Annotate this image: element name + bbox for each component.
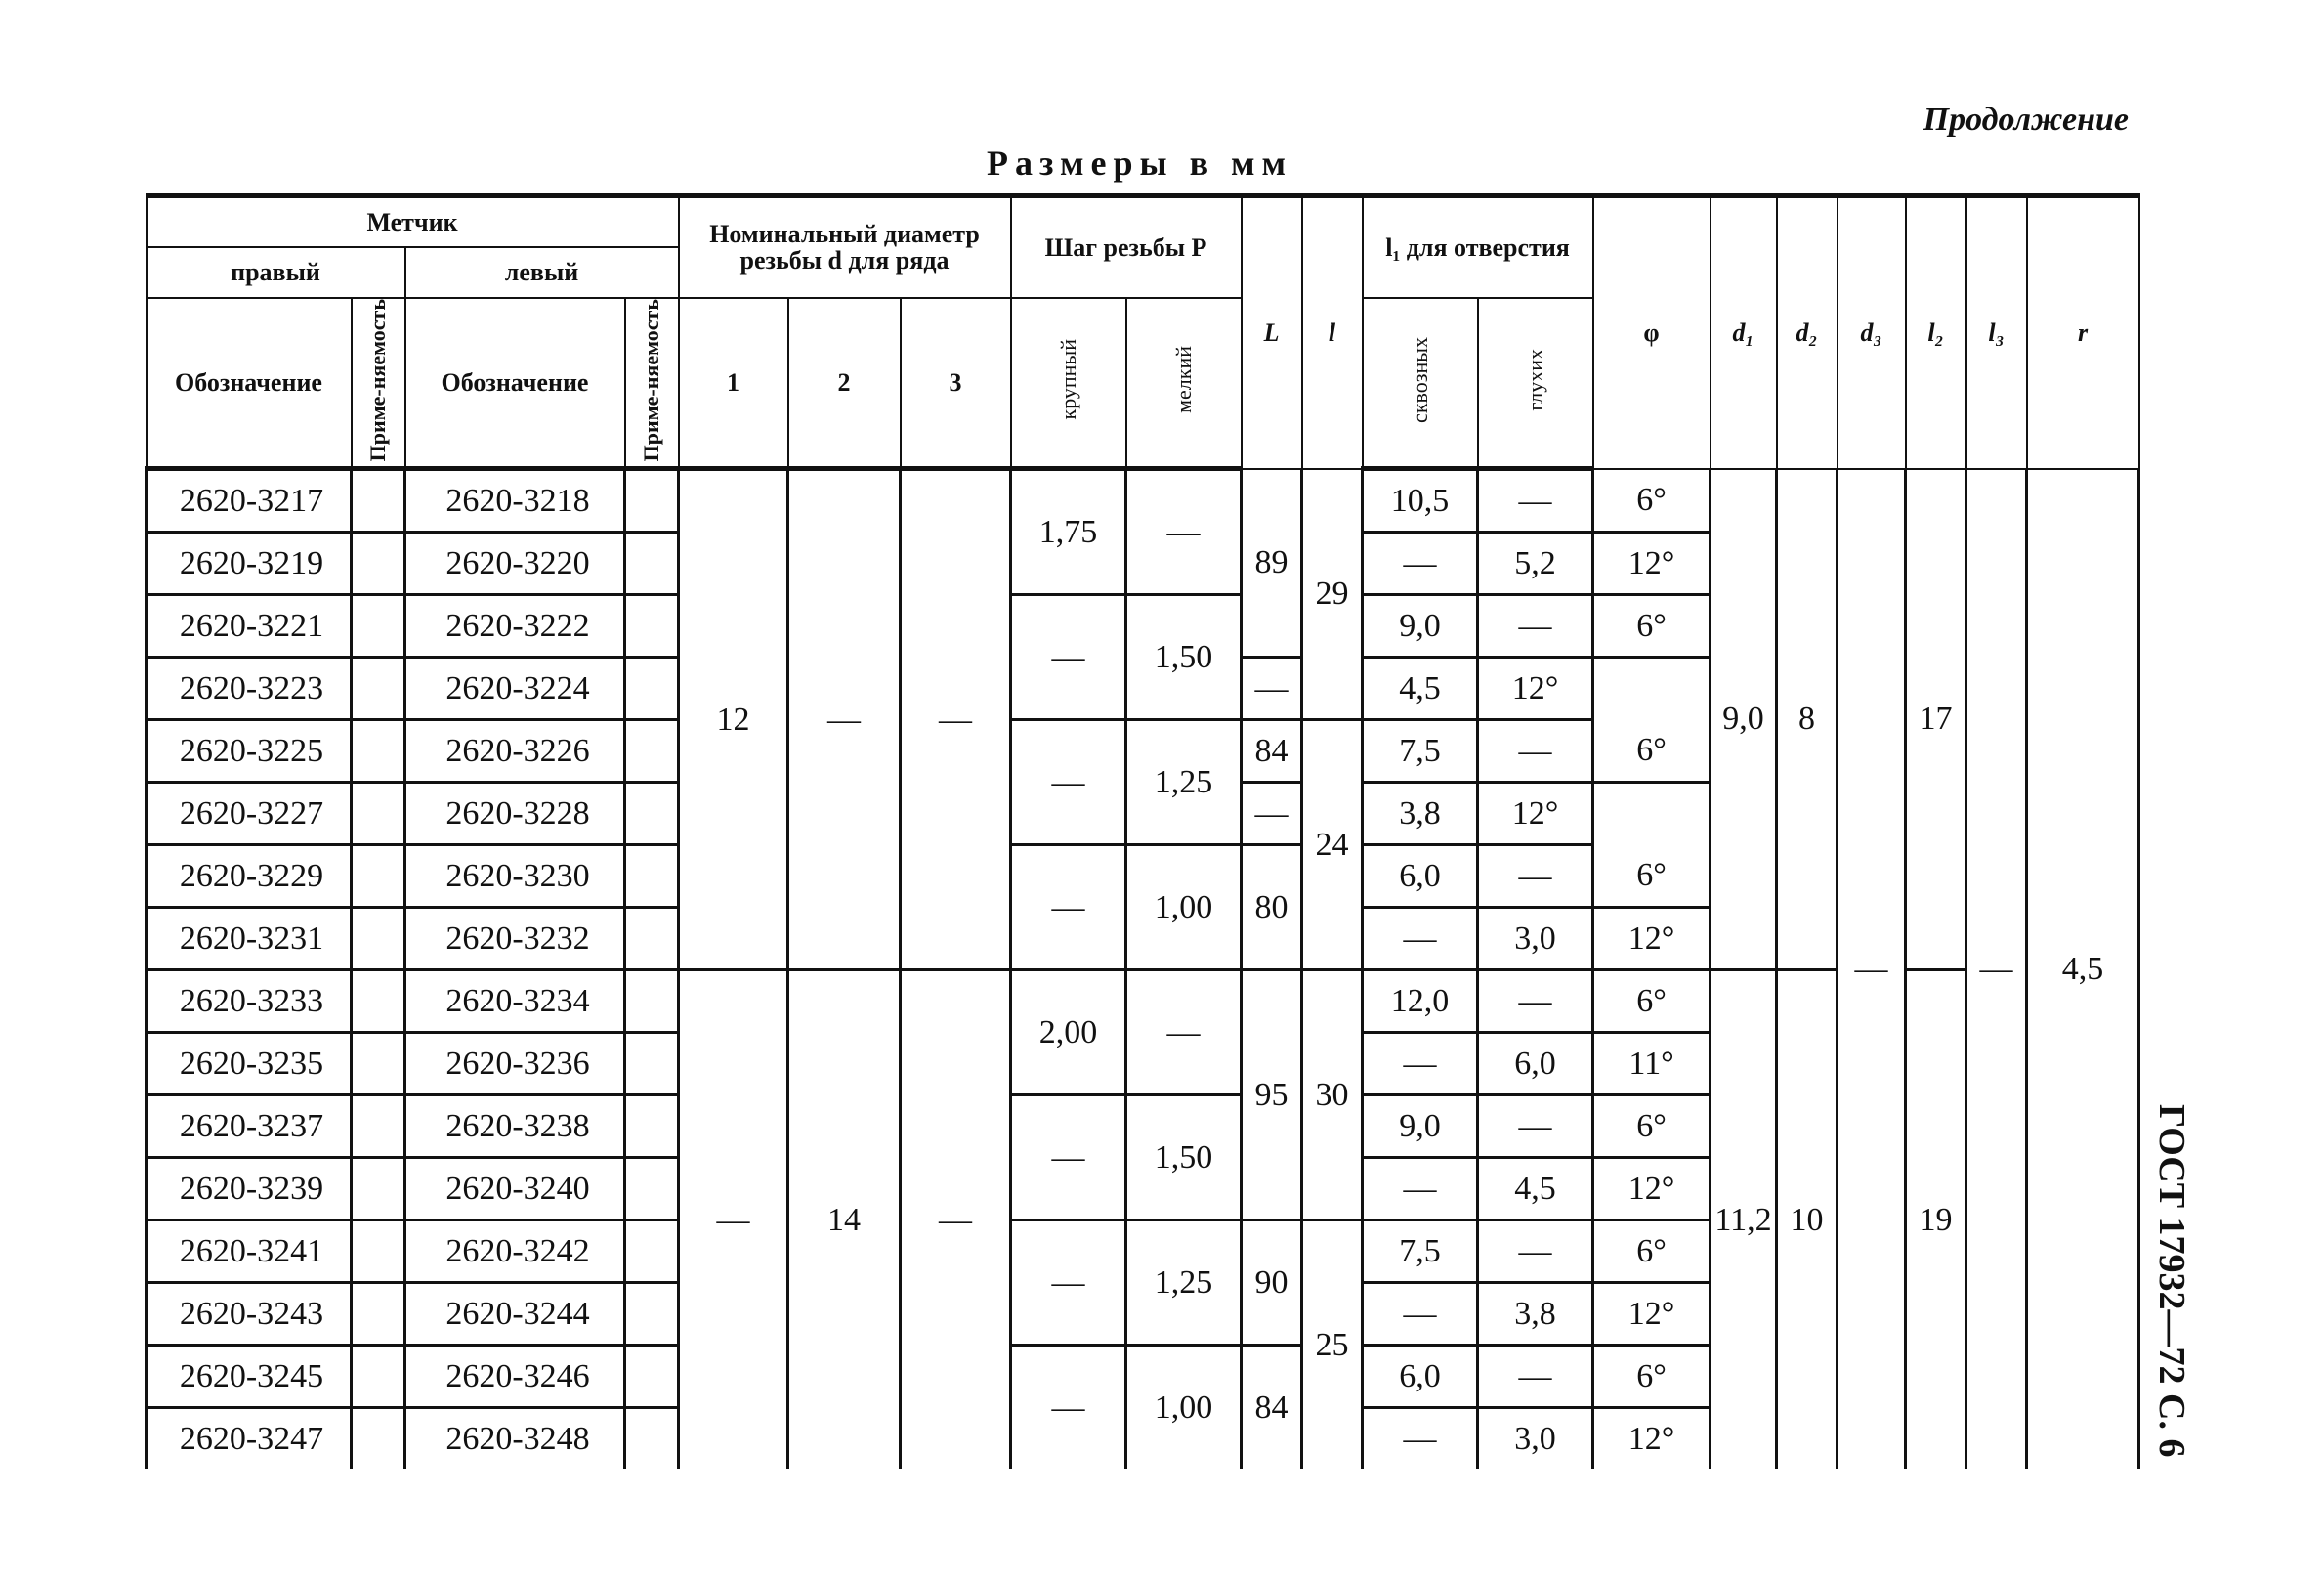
applicability-left: [625, 595, 679, 658]
length-L: 84: [1242, 1346, 1302, 1470]
header-row-3: 3: [901, 298, 1011, 469]
length-L: 84: [1242, 720, 1302, 783]
applicability-left: [625, 970, 679, 1033]
applicability-right: [352, 783, 405, 845]
l1-blind: 3,8: [1478, 1283, 1593, 1346]
l1-through: —: [1363, 1033, 1478, 1095]
header-l2: l₂: [1906, 196, 1966, 469]
diameter-row3: —: [901, 469, 1011, 970]
pitch-fine: 1,50: [1126, 595, 1242, 720]
continuation-label: Продолжение: [1923, 102, 2129, 138]
d1-value: 9,0: [1711, 469, 1777, 970]
designation-right: 2620-3241: [147, 1220, 352, 1283]
applicability-left: [625, 720, 679, 783]
designation-right: 2620-3217: [147, 469, 352, 533]
l1-through: 6,0: [1363, 845, 1478, 908]
l1-blind: —: [1478, 595, 1593, 658]
phi-angle: 12°: [1593, 1408, 1711, 1470]
designation-left: 2620-3242: [405, 1220, 625, 1283]
applicability-left: [625, 845, 679, 908]
l1-blind: —: [1478, 1095, 1593, 1158]
l1-through: 7,5: [1363, 1220, 1478, 1283]
header-d3: d₃: [1838, 196, 1906, 469]
l1-through: —: [1363, 908, 1478, 970]
header-through: сквозных: [1363, 298, 1478, 469]
l1-blind: —: [1478, 1220, 1593, 1283]
pitch-coarse: —: [1011, 1220, 1126, 1346]
header-applicability-left: Приме-няемость: [625, 298, 679, 469]
length-l: 29: [1302, 469, 1363, 720]
header-l: l: [1302, 196, 1363, 469]
d3-value: —: [1838, 469, 1906, 1470]
l1-through: 7,5: [1363, 720, 1478, 783]
header-r: r: [2027, 196, 2139, 469]
designation-left: 2620-3246: [405, 1346, 625, 1408]
designation-right: 2620-3227: [147, 783, 352, 845]
applicability-right: [352, 1158, 405, 1220]
diameter-row3: —: [901, 970, 1011, 1470]
applicability-right: [352, 1033, 405, 1095]
l1-through: 6,0: [1363, 1346, 1478, 1408]
applicability-left: [625, 908, 679, 970]
phi-angle: 12°: [1593, 908, 1711, 970]
d2-value: 10: [1777, 970, 1838, 1470]
pitch-fine: —: [1126, 469, 1242, 595]
applicability-left: [625, 1346, 679, 1408]
applicability-left: [625, 1283, 679, 1346]
phi-angle: 6°: [1593, 1220, 1711, 1283]
phi-angle: 12°: [1593, 1283, 1711, 1346]
header-blind: глухих: [1478, 298, 1593, 469]
applicability-right: [352, 1220, 405, 1283]
l3-value: —: [1966, 469, 2027, 1470]
length-L: 95: [1242, 970, 1302, 1220]
phi-angle: 6°: [1593, 595, 1711, 658]
pitch-fine: 1,50: [1126, 1095, 1242, 1220]
l1-blind: 5,2: [1478, 533, 1593, 595]
designation-left: 2620-3226: [405, 720, 625, 783]
designation-right: 2620-3231: [147, 908, 352, 970]
header-row-1: 1: [679, 298, 788, 469]
header-d2: d₂: [1777, 196, 1838, 469]
l1-blind: —: [1478, 469, 1593, 533]
l1-through: —: [1363, 1158, 1478, 1220]
header-left: левый: [405, 247, 679, 298]
designation-right: 2620-3235: [147, 1033, 352, 1095]
designation-left: 2620-3238: [405, 1095, 625, 1158]
applicability-right: [352, 845, 405, 908]
length-L: 89: [1242, 469, 1302, 658]
applicability-left: [625, 533, 679, 595]
applicability-left: [625, 469, 679, 533]
phi-angle: 6°: [1593, 1095, 1711, 1158]
applicability-right: [352, 908, 405, 970]
l1-blind: —: [1478, 845, 1593, 908]
applicability-left: [625, 1095, 679, 1158]
pitch-fine: 1,25: [1126, 720, 1242, 845]
phi-angle: 6°: [1593, 1346, 1711, 1408]
d2-value: 8: [1777, 469, 1838, 970]
designation-left: 2620-3234: [405, 970, 625, 1033]
l1-through: 9,0: [1363, 1095, 1478, 1158]
designation-left: 2620-3222: [405, 595, 625, 658]
l1-through: —: [1363, 533, 1478, 595]
header-pitch: Шаг резьбы P: [1011, 196, 1242, 298]
applicability-left: [625, 1408, 679, 1470]
designation-right: 2620-3245: [147, 1346, 352, 1408]
pitch-fine: 1,00: [1126, 1346, 1242, 1470]
l1-blind: —: [1478, 720, 1593, 783]
applicability-left: [625, 1220, 679, 1283]
applicability-right: [352, 1283, 405, 1346]
standard-side-label: ГОСТ 17932—72 С. 6: [2151, 1104, 2192, 1458]
length-l: 30: [1302, 970, 1363, 1220]
applicability-right: [352, 720, 405, 783]
designation-left: 2620-3240: [405, 1158, 625, 1220]
pitch-coarse: —: [1011, 595, 1126, 720]
header-L: L: [1242, 196, 1302, 469]
header-l1: l₁ для отверстия: [1363, 196, 1593, 298]
dimensions-table: [145, 193, 2140, 1469]
designation-right: 2620-3221: [147, 595, 352, 658]
applicability-right: [352, 970, 405, 1033]
l1-through: 9,0: [1363, 595, 1478, 658]
l1-blind: —: [1478, 1346, 1593, 1408]
l1-blind: —: [1478, 970, 1593, 1033]
designation-right: 2620-3223: [147, 658, 352, 720]
header-l3: l₃: [1966, 196, 2027, 469]
applicability-right: [352, 1095, 405, 1158]
designation-right: 2620-3247: [147, 1408, 352, 1470]
l2-value: 19: [1906, 970, 1966, 1470]
phi-angle: 6°: [1593, 469, 1711, 533]
designation-left: 2620-3236: [405, 1033, 625, 1095]
phi-angle: 12°: [1478, 658, 1593, 720]
header-row-2: 2: [788, 298, 901, 469]
length-L: 90: [1242, 1220, 1302, 1346]
designation-right: 2620-3233: [147, 970, 352, 1033]
designation-left: 2620-3220: [405, 533, 625, 595]
applicability-left: [625, 658, 679, 720]
applicability-right: [352, 658, 405, 720]
pitch-coarse: —: [1011, 1346, 1126, 1470]
applicability-right: [352, 595, 405, 658]
l1-through: 12,0: [1363, 970, 1478, 1033]
length-l: 25: [1302, 1220, 1363, 1470]
applicability-right: [352, 1408, 405, 1470]
header-d1: d₁: [1711, 196, 1777, 469]
designation-left: 2620-3224: [405, 658, 625, 720]
applicability-right: [352, 1346, 405, 1408]
applicability-left: [625, 1033, 679, 1095]
phi-angle: 12°: [1593, 533, 1711, 595]
phi-angle: 12°: [1593, 1158, 1711, 1220]
phi-angle: 11°: [1593, 1033, 1711, 1095]
designation-right: 2620-3237: [147, 1095, 352, 1158]
header-tap: Метчик: [147, 196, 679, 247]
applicability-left: [625, 1158, 679, 1220]
table-body: [147, 469, 2139, 1470]
header-applicability-right: Приме-няемость: [352, 298, 405, 469]
designation-left: 2620-3228: [405, 783, 625, 845]
l1-through: —: [1363, 1408, 1478, 1470]
l1-blind: 6,0: [1478, 1033, 1593, 1095]
pitch-coarse: —: [1011, 1095, 1126, 1220]
phi-angle: 6°: [1593, 845, 1711, 908]
l1-through: 10,5: [1363, 469, 1478, 533]
r-value: 4,5: [2027, 469, 2139, 1470]
l1-blind: 4,5: [1478, 1158, 1593, 1220]
length-L: 80: [1242, 845, 1302, 970]
pitch-fine: 1,00: [1126, 845, 1242, 970]
header-right: правый: [147, 247, 405, 298]
header-coarse: крупный: [1011, 298, 1126, 469]
designation-right: 2620-3219: [147, 533, 352, 595]
pitch-coarse: —: [1011, 720, 1126, 845]
length-l: 24: [1302, 720, 1363, 970]
designation-right: 2620-3239: [147, 1158, 352, 1220]
applicability-left: [625, 783, 679, 845]
designation-right: 2620-3229: [147, 845, 352, 908]
phi-angle: 12°: [1478, 783, 1593, 845]
designation-left: 2620-3232: [405, 908, 625, 970]
header-designation-left: Обозначение: [405, 298, 625, 469]
designation-right: 2620-3243: [147, 1283, 352, 1346]
designation-left: 2620-3244: [405, 1283, 625, 1346]
pitch-coarse: —: [1011, 845, 1126, 970]
diameter-row1: —: [679, 970, 788, 1470]
units-title: Размеры в мм: [987, 144, 1293, 183]
pitch-coarse: 1,75: [1011, 469, 1126, 595]
header-designation-right: Обозначение: [147, 298, 352, 469]
diameter-row1: 12: [679, 469, 788, 970]
l1-through: —: [1242, 658, 1302, 720]
header-phi: φ: [1593, 196, 1711, 469]
header-nominal-diameter: Номинальный диаметр резьбы d для ряда: [679, 196, 1011, 298]
pitch-fine: —: [1126, 970, 1242, 1095]
l1-through: —: [1363, 1283, 1478, 1346]
l2-value: 17: [1906, 469, 1966, 970]
phi-angle: 6°: [1593, 970, 1711, 1033]
applicability-right: [352, 533, 405, 595]
l1-blind: 3,8: [1363, 783, 1478, 845]
applicability-right: [352, 469, 405, 533]
l1-through: —: [1242, 783, 1302, 845]
designation-left: 2620-3218: [405, 469, 625, 533]
l1-blind: 3,0: [1478, 1408, 1593, 1470]
d1-value: 11,2: [1711, 970, 1777, 1470]
pitch-coarse: 2,00: [1011, 970, 1126, 1095]
l1-blind: 4,5: [1363, 658, 1478, 720]
pitch-fine: 1,25: [1126, 1220, 1242, 1346]
designation-left: 2620-3248: [405, 1408, 625, 1470]
designation-left: 2620-3230: [405, 845, 625, 908]
l1-blind: 3,0: [1478, 908, 1593, 970]
diameter-row2: —: [788, 469, 901, 970]
phi-angle: 6°: [1593, 720, 1711, 783]
diameter-row2: 14: [788, 970, 901, 1470]
designation-right: 2620-3225: [147, 720, 352, 783]
header-fine: мелкий: [1126, 298, 1242, 469]
